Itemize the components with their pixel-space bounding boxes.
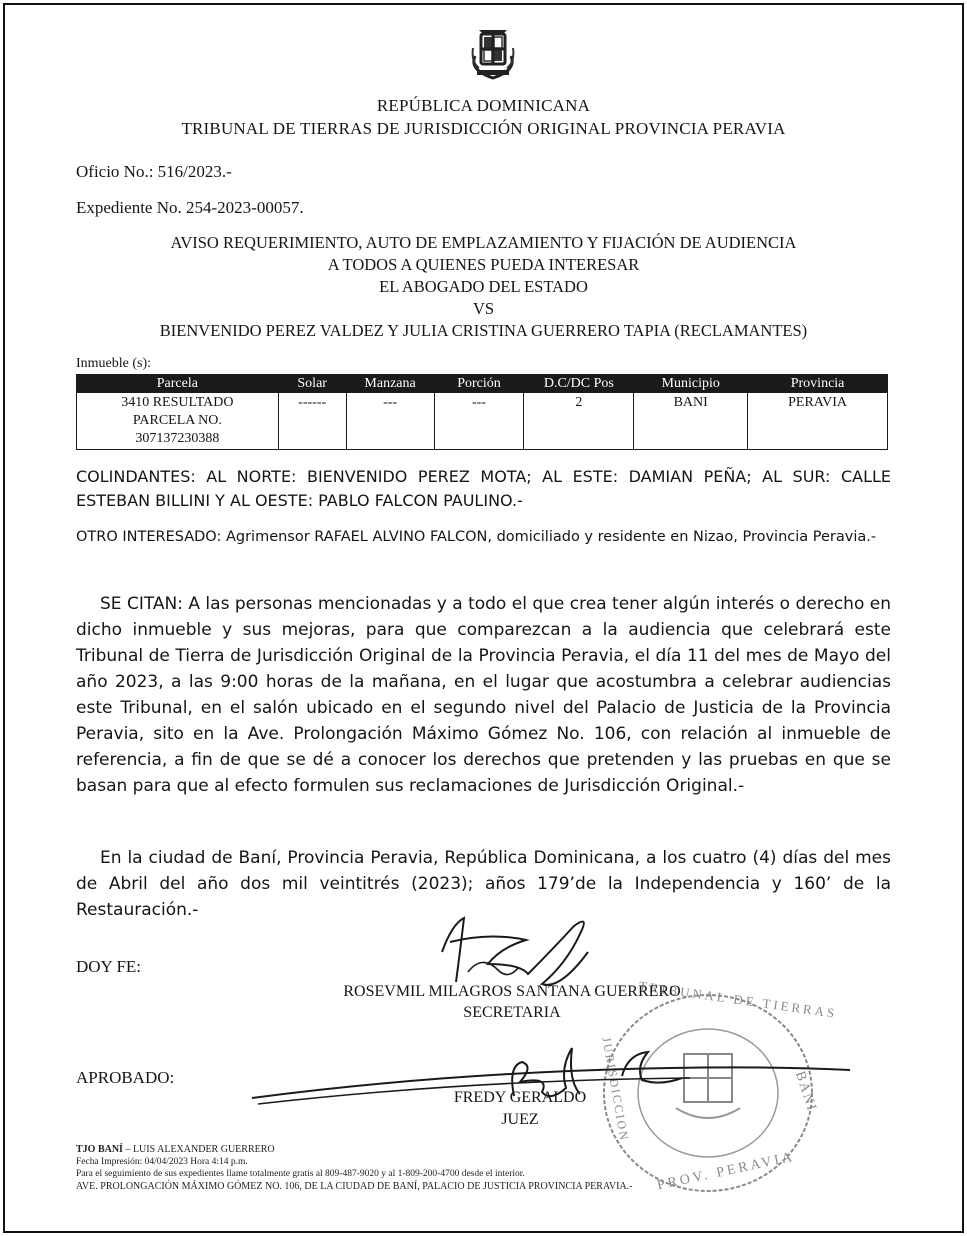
column-header: Municipio bbox=[634, 375, 748, 393]
oficio-number: Oficio No.: 516/2023.- bbox=[76, 162, 232, 181]
judge-name: FREDY GERALDO bbox=[453, 1089, 587, 1106]
column-header: D.C/DC Pos bbox=[524, 375, 634, 393]
provincia-cell: PERAVIA bbox=[748, 393, 888, 450]
column-header: Manzana bbox=[346, 375, 434, 393]
footer-phone-info: Para el seguimiento de sus expedientes llame totalmente gratis al 809-487-9020 y al 1-809-200-4700 desde el interior. bbox=[76, 1169, 525, 1179]
manzana-cell: --- bbox=[346, 393, 434, 450]
parcela-line: PARCELA NO. bbox=[132, 413, 222, 428]
judge-signature-icon bbox=[250, 1036, 860, 1116]
parcela-line: 3410 RESULTADO bbox=[121, 395, 234, 410]
column-header: Solar bbox=[278, 375, 346, 393]
doy-fe-label: DOY FE: bbox=[76, 957, 142, 976]
aprobado-label: APROBADO: bbox=[76, 1068, 175, 1087]
parcela-cell bbox=[77, 393, 279, 450]
parcela-line: 307137230388 bbox=[135, 431, 220, 446]
coat-of-arms-icon bbox=[465, 26, 521, 80]
footer-print-date: Fecha Impresión: 04/04/2023 Hora 4:14 p.m. bbox=[76, 1157, 248, 1167]
property-table bbox=[76, 374, 888, 450]
stamp-text-top: TRIBUNAL DE TIERRAS bbox=[637, 978, 839, 1021]
notice-title: AVISO REQUERIMIENTO, AUTO DE EMPLAZAMIENTO Y FIJACIÓN DE AUDIENCIA bbox=[170, 233, 797, 252]
dc-cell: 2 bbox=[524, 393, 634, 450]
se-citan-paragraph: SE CITAN: A las personas mencionadas y a todo el que crea tener algún interés o derecho en dicho inmueble y sus mejoras, para que comparezcan a la audiencia que celebrará este Tribunal de Tierra de Jurisdicción Original de la Provincia Peravia, el día 11 del mes de Mayo del año 2023, a las 9:00 horas de la mañana, en el lugar que acostumbra a celebrar audiencias este Tribunal, en el salón ubicado en el segundo nivel del Palacio de Justicia de la Provincia Peravia, sito en la Ave. Prolongación Máximo Gómez No. 106, con relación al inmueble de referencia, a fin de que se dé a conocer los derechos que pretenden y las pruebas en que se basan para que al efecto formulen sus reclamaciones de Jurisdicción Original.- bbox=[76, 594, 891, 796]
footer-author bbox=[76, 1144, 275, 1155]
secretary-signature-icon bbox=[430, 912, 600, 1002]
notice-defendants: BIENVENIDO PEREZ VALDEZ Y JULIA CRISTINA GUERRERO TAPIA (RECLAMANTES) bbox=[159, 321, 808, 340]
column-header: Provincia bbox=[748, 375, 888, 393]
stamp-text-right: BANI bbox=[791, 1069, 820, 1115]
judge-title: JUEZ bbox=[501, 1111, 539, 1128]
table-header-row bbox=[77, 375, 888, 393]
notice-vs: VS bbox=[472, 299, 495, 318]
footer-address: AVE. PROLONGACIÓN MÁXIMO GÓMEZ NO. 106, DE LA CIUDAD DE BANÍ, PALACIO DE JUSTICIA PROVINCIA PERAVIA.- bbox=[76, 1181, 633, 1192]
municipio-cell: BANI bbox=[634, 393, 748, 450]
secretary-name: ROSEVMIL MILAGROS SANTANA GUERRERO bbox=[343, 983, 681, 1000]
column-header: Parcela bbox=[77, 375, 279, 393]
table-row bbox=[77, 393, 888, 450]
notice-addressees: A TODOS A QUIENES PUEDA INTERESAR bbox=[327, 255, 640, 274]
country-heading: REPÚBLICA DOMINICANA bbox=[376, 96, 591, 115]
court-heading: TRIBUNAL DE TIERRAS DE JURISDICCIÓN ORIGINAL PROVINCIA PERAVIA bbox=[181, 119, 786, 138]
footer-office: TJO BANÍ bbox=[76, 1144, 123, 1155]
stamp-text-left: JURISDICCION bbox=[599, 1035, 632, 1143]
footer-clerk: – LUIS ALEXANDER GUERRERO bbox=[122, 1144, 275, 1155]
colindantes-paragraph: COLINDANTES: AL NORTE: BIENVENIDO PEREZ MOTA; AL ESTE: DAMIAN PEÑA; AL SUR: CALLE ESTEBAN BILLINI Y AL OESTE: PABLO FALCON PAULINO.- bbox=[76, 467, 891, 510]
notice-plaintiff: EL ABOGADO DEL ESTADO bbox=[379, 277, 588, 296]
secretary-title: SECRETARIA bbox=[463, 1004, 561, 1021]
stamp-text-bottom: PROV. PERAVIA bbox=[655, 1149, 797, 1194]
closing-paragraph: En la ciudad de Baní, Provincia Peravia, República Dominicana, a los cuatro (4) días del mes de Abril del año dos mil veintitrés (2023); años 179’de la Independencia y 160’ de la Restauración.- bbox=[76, 848, 891, 920]
otro-interesado-paragraph: OTRO INTERESADO: Agrimensor RAFAEL ALVINO FALCON, domiciliado y residente en Nizao, Provincia Peravia.- bbox=[76, 529, 877, 545]
expediente-number: Expediente No. 254-2023-00057. bbox=[76, 198, 304, 217]
property-label: Inmueble (s): bbox=[76, 356, 152, 371]
column-header: Porción bbox=[434, 375, 524, 393]
solar-cell: ------ bbox=[278, 393, 346, 450]
porcion-cell: --- bbox=[434, 393, 524, 450]
